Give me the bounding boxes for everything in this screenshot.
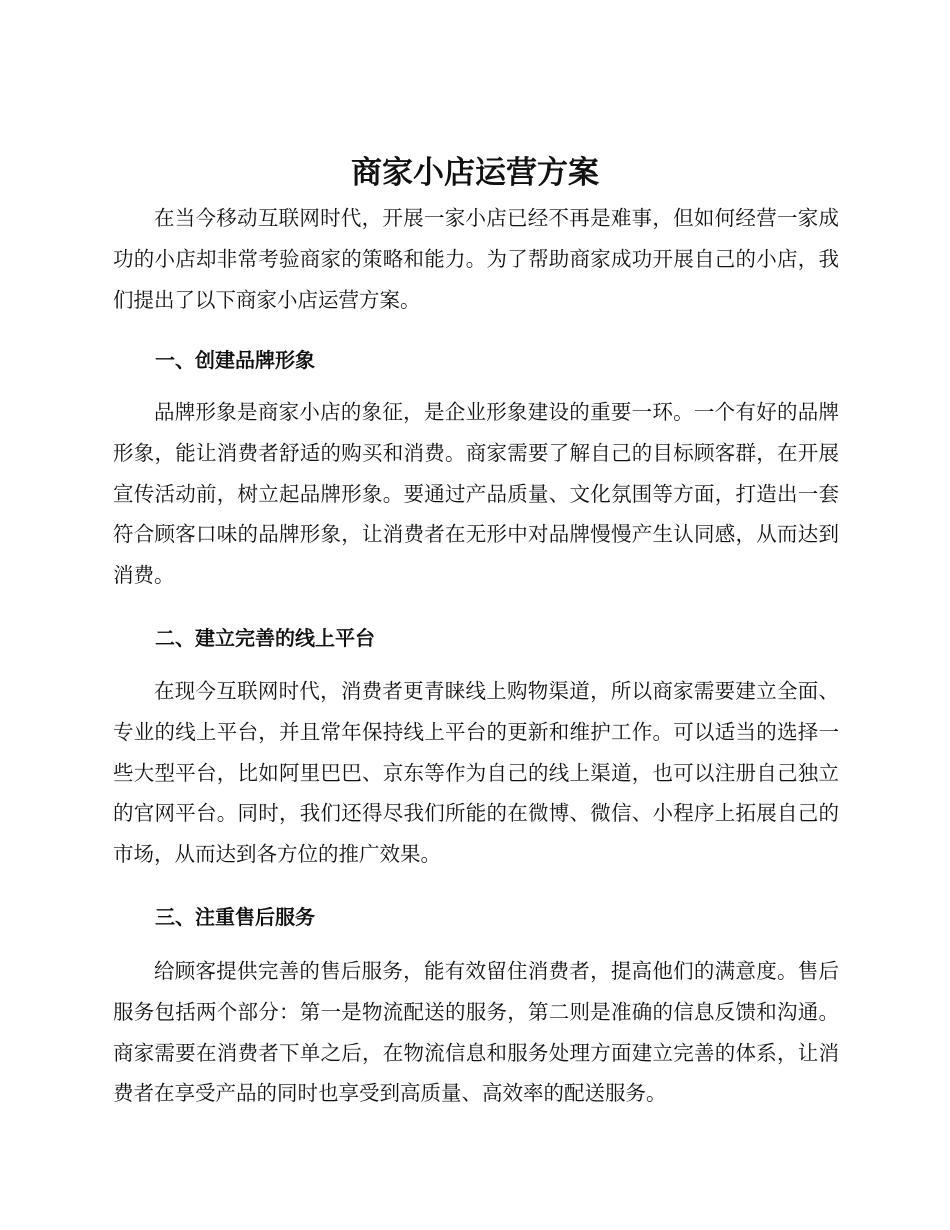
section-body-brand-image: 品牌形象是商家小店的象征，是企业形象建设的重要一环。一个有好的品牌形象，能让消费者舒适的购买和消费。商家需要了解自己的目标顾客群，在开展宣传活动前，树立起品牌形象。要通过产品质量、文化氛围等方面，打造出一套符合顾客口味的品牌形象，让消费者在无形中对品牌慢慢产生认同感，从而达到消费。 [113,400,839,588]
intro-paragraph: 在当今移动互联网时代，开展一家小店已经不再是难事，但如何经营一家成功的小店却非常考验商家的策略和能力。为了帮助商家成功开展自己的小店，我们提出了以下商家小店运营方案。 [113,206,839,312]
section-heading-after-sales: 三、注重售后服务 [155,905,315,929]
section-body-after-sales: 给顾客提供完善的售后服务，能有效留住消费者，提高他们的满意度。售后服务包括两个部分：第一是物流配送的服务，第二则是准确的信息反馈和沟通。商家需要在消费者下单之后，在物流信息和服务处理方面建立完善的体系，让消费者在享受产品的同时也享受到高质量、高效率的配送服务。 [113,959,839,1106]
section-heading-online-platform: 二、建立完善的线上平台 [155,626,375,650]
section-body-online-platform: 在现今互联网时代，消费者更青睐线上购物渠道，所以商家需要建立全面、专业的线上平台，并且常年保持线上平台的更新和维护工作。可以适当的选择一些大型平台，比如阿里巴巴、京东等作为自己的线上渠道，也可以注册自己独立的官网平台。同时，我们还得尽我们所能的在微博、微信、小程序上拓展自己的市场，从而达到各方位的推广效果。 [113,679,839,867]
document-title: 商家小店运营方案 [351,155,599,191]
section-heading-brand-image: 一、创建品牌形象 [155,348,315,372]
